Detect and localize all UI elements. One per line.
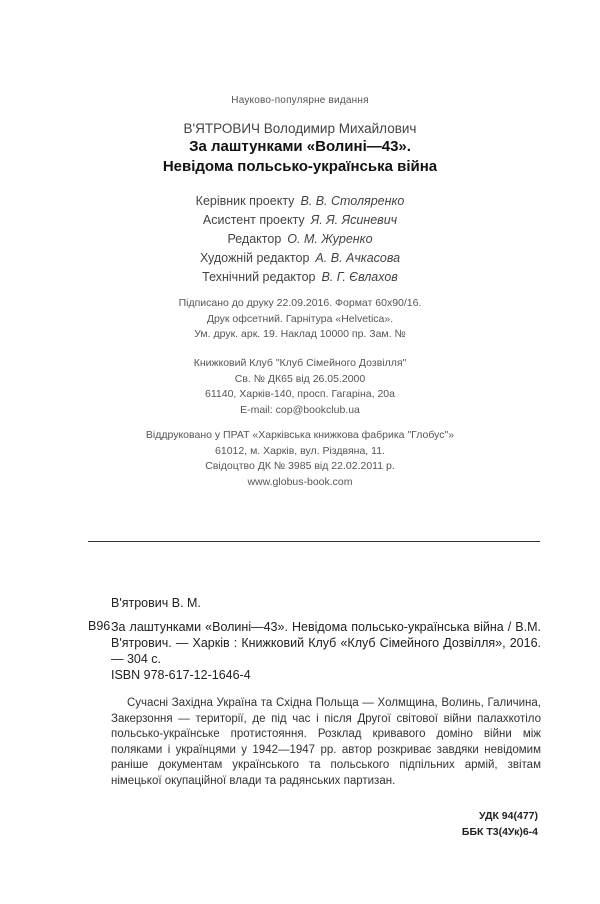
catalog-author: В'ятрович В. М. [111, 596, 201, 610]
catalog-author-code: В96 [88, 619, 111, 633]
print-info [0, 296, 600, 343]
printer-website: www.globus-book.com [247, 475, 353, 488]
printer-line: Свідоцтво ДК № 3985 від 22.02.2011 р. [205, 460, 395, 472]
staff-role: Художній редактор [199, 251, 310, 265]
udk-code: УДК 94(477) [479, 810, 538, 822]
bbk-code: ББК Т3(4Ук)6-4 [461, 826, 538, 838]
project-staff-list [0, 192, 600, 287]
publisher-line: 61140, Харків-140, просп. Гагаріна, 20а [205, 388, 395, 400]
book-title-line-2: Невідома польсько-українська війна [162, 158, 438, 175]
edition-type: Науково-популярне видання [231, 95, 369, 106]
staff-row [0, 268, 600, 287]
staff-name: О. М. Журенко [287, 232, 373, 246]
staff-role: Технічний редактор [202, 270, 316, 284]
staff-name: А. В. Ачкасова [315, 251, 401, 265]
book-abstract [111, 696, 541, 789]
book-abstract-text: Сучасні Західна Україна та Східна Польща — Холмщина, Волинь, Галичина, Закерзоння — території, де під час і після Другої світової війни палахкотіло польсько-українське протистояння. Розклад кривавого доміно війни між поляками і українцями у 1942—1947 рр. автор розкриває завдяки невідомим раніше документам українського та польського підпільних армій, звітам німецької окупаційної влади та радянських партизан. [111, 697, 541, 787]
staff-name: Я. Я. Ясиневич [310, 213, 398, 227]
print-info-line: Підписано до друку 22.09.2016. Формат 60x90/16. [178, 297, 422, 309]
printer-line: 61012, м. Харків, вул. Різдвяна, 11. [215, 444, 385, 457]
printer-line: Віддруковано у ПРАТ «Харківська книжкова фабрика "Глобус"» [145, 429, 455, 441]
print-info-line: Друк офсетний. Гарнітура «Helvetica». [206, 312, 394, 325]
staff-row [0, 211, 600, 230]
publisher-email: E-mail: cop@bookclub.ua [240, 403, 360, 416]
publisher-line: Св. № ДК65 від 26.05.2000 [234, 372, 366, 385]
staff-role: Редактор [227, 232, 282, 246]
staff-row [0, 249, 600, 268]
staff-role: Керівник проекту [195, 194, 295, 208]
publisher-line: Книжковий Клуб "Клуб Сімейного Дозвілля" [193, 357, 407, 369]
publisher-info [0, 356, 600, 418]
book-title [0, 137, 600, 177]
staff-name: В. В. Столяренко [300, 194, 405, 208]
author-name-line: В'ЯТРОВИЧ Володимир Михайлович [183, 121, 417, 136]
book-title-line-1: За лаштунками «Волині—43». [189, 138, 411, 155]
section-divider [88, 541, 540, 542]
staff-role: Асистент проекту [202, 213, 305, 227]
catalog-description: За лаштунками «Волині—43». Невідома польсько-українська війна / В.М. В'ятрович. — Харків : Книжковий Клуб «Клуб Сімейного Дозвілля», 2016. — 304 с. [111, 620, 541, 666]
print-info-line: Ум. друк. арк. 19. Наклад 10000 пр. Зам. № [194, 328, 406, 340]
isbn: ISBN 978-617-12-1646-4 [111, 668, 251, 682]
printer-info [0, 428, 600, 490]
staff-name: В. Г. Євлахов [321, 270, 398, 284]
staff-row [0, 192, 600, 211]
staff-row [0, 230, 600, 249]
